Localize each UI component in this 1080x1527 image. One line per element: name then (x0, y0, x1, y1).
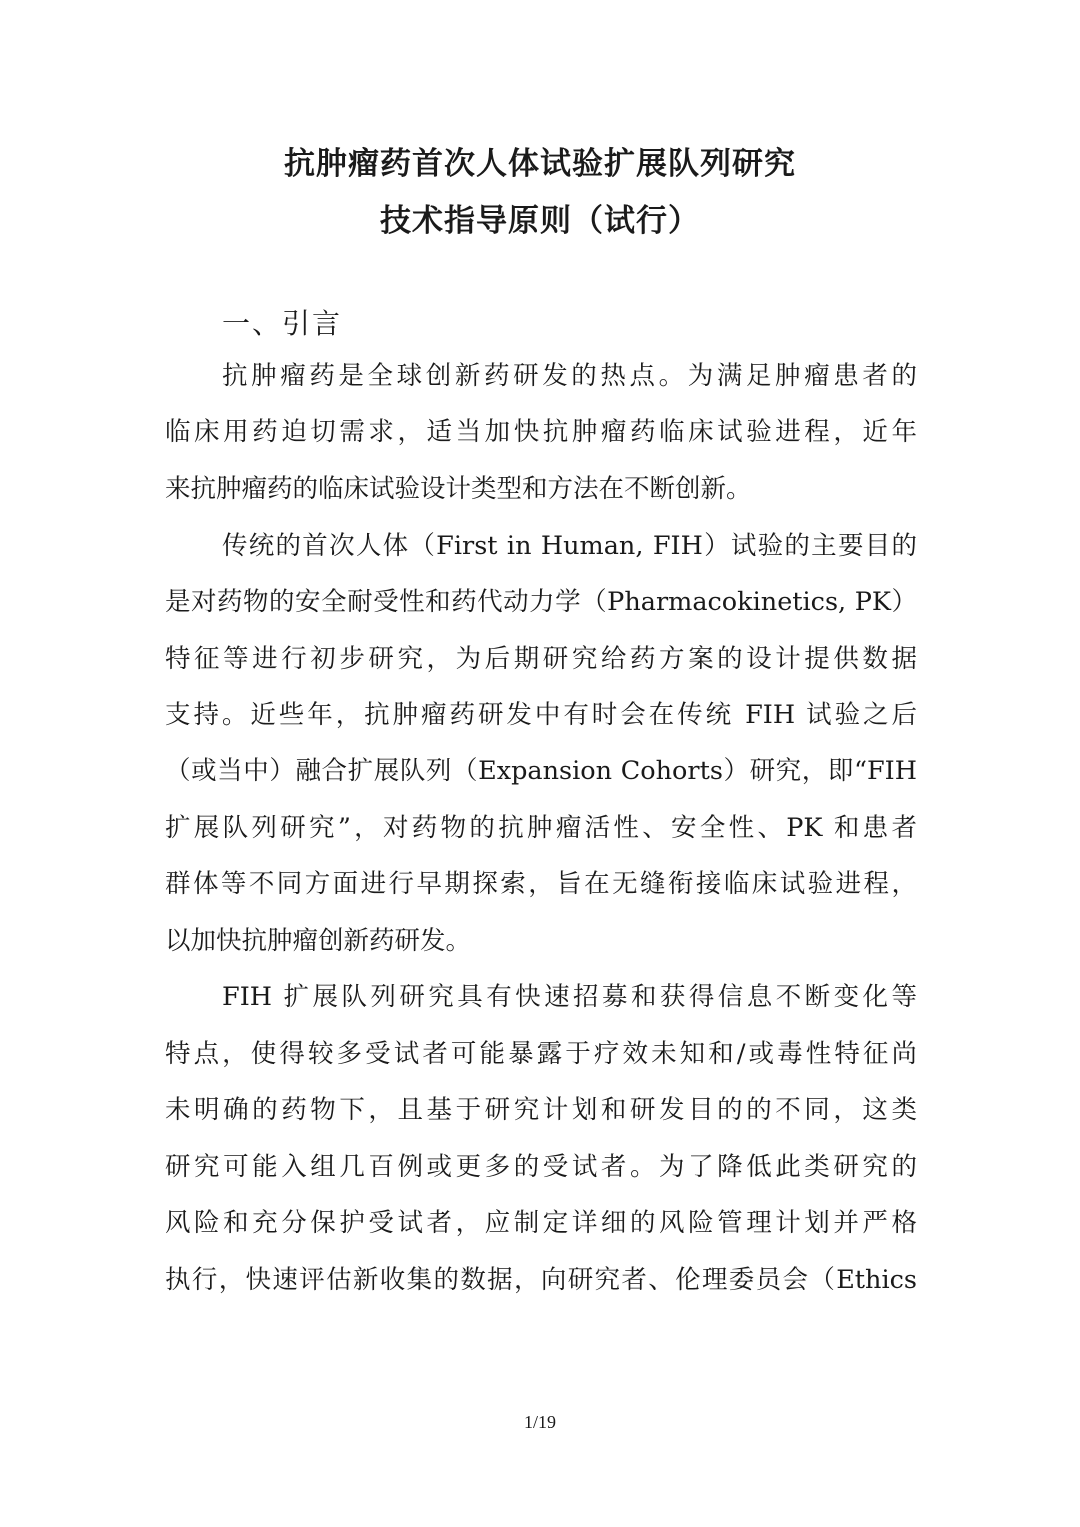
paragraph-line: 执行，快速评估新收集的数据，向研究者、伦理委员会（Ethics (165, 1265, 917, 1295)
paragraph-line: 临床用药迫切需求，适当加快抗肿瘤药临床试验进程，近年 (165, 417, 917, 447)
paragraph-line: 传统的首次人体（First in Human, FIH）试验的主要目的 (222, 531, 917, 561)
paragraph-line: 是对药物的安全耐受性和药代动力学（Pharmacokinetics, PK） (165, 587, 917, 617)
paragraph-line: 抗肿瘤药是全球创新药研发的热点。为满足肿瘤患者的 (222, 361, 917, 391)
paragraph-line: 特点，使得较多受试者可能暴露于疗效未知和/或毒性特征尚 (165, 1039, 917, 1069)
paragraph-line: 风险和充分保护受试者，应制定详细的风险管理计划并严格 (165, 1208, 917, 1238)
paragraph-line: 群体等不同方面进行早期探索，旨在无缝衔接临床试验进程， (165, 869, 917, 899)
document-title-line-2: 技术指导原则（试行） (380, 203, 700, 239)
paragraph-line: （或当中）融合扩展队列（Expansion Cohorts）研究，即“FIH (165, 756, 917, 786)
paragraph-line: 扩展队列研究”，对药物的抗肿瘤活性、安全性、PK 和患者 (165, 813, 917, 843)
paragraph-line: 以加快抗肿瘤创新药研发。 (165, 926, 472, 956)
paragraph-line: 未明确的药物下，且基于研究计划和研发目的的不同，这类 (165, 1095, 917, 1125)
paragraph-line: FIH 扩展队列研究具有快速招募和获得信息不断变化等 (222, 982, 917, 1012)
paragraph-line: 来抗肿瘤药的临床试验设计类型和方法在不断创新。 (165, 474, 752, 504)
paragraph-line: 研究可能入组几百例或更多的受试者。为了降低此类研究的 (165, 1152, 917, 1182)
section-heading-introduction: 一、引言 (222, 307, 343, 340)
page-number: 1/19 (523, 1412, 556, 1432)
paragraph-line: 特征等进行初步研究，为后期研究给药方案的设计提供数据 (165, 644, 917, 674)
paragraph-line: 支持。近些年，抗肿瘤药研发中有时会在传统 FIH 试验之后 (165, 700, 917, 730)
document-title-line-1: 抗肿瘤药首次人体试验扩展队列研究 (284, 146, 796, 182)
